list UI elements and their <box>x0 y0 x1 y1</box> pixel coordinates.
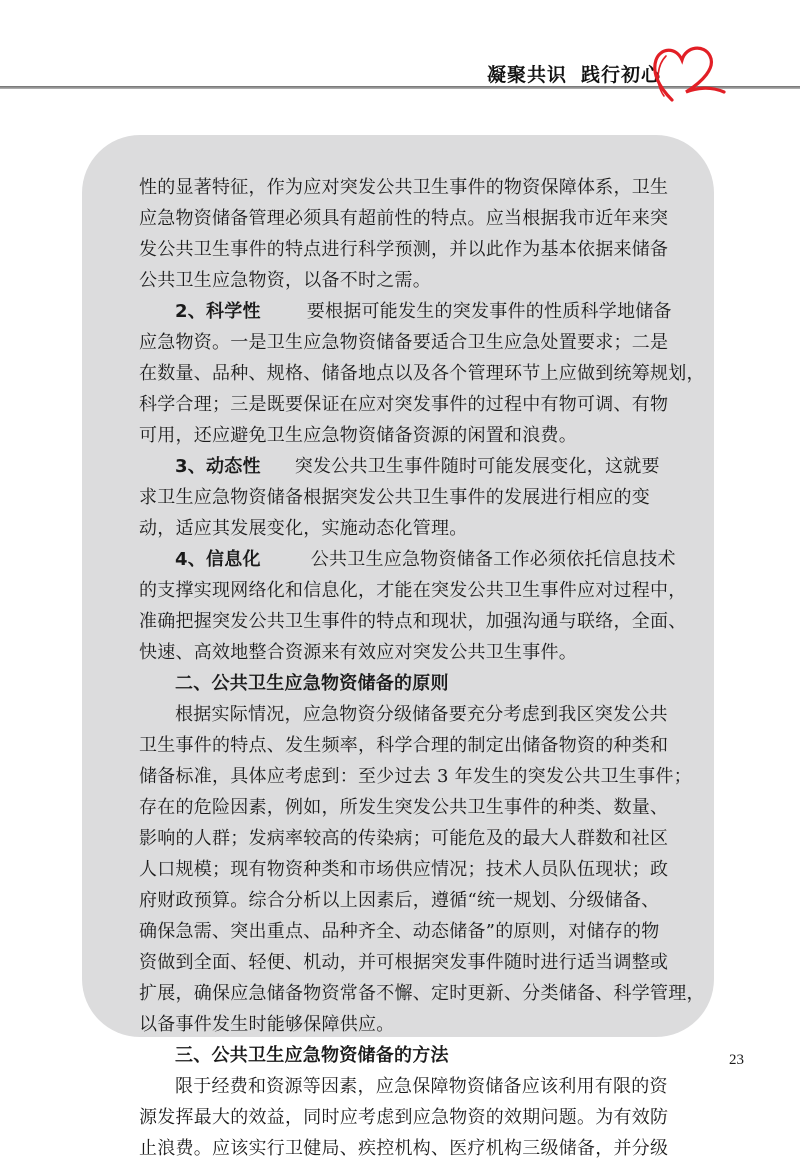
paragraph-line: 根据实际情况，应急物资分级储备要充分考虑到我区突发公共 <box>175 704 668 725</box>
point-3-label: 3、动态性 <box>175 456 261 477</box>
paragraph-line: 确保急需、突出重点、品种齐全、动态储备”的原则，对储存的物 <box>139 921 660 942</box>
paragraph-line: 可用，还应避免卫生应急物资储备资源的闲置和浪费。 <box>139 425 577 446</box>
paragraph-line: 应急物资。一是卫生应急物资储备要适合卫生应急处置要求；二是 <box>139 332 669 353</box>
paragraph-line: 在数量、品种、规格、储备地点以及各个管理环节上应做到统筹规划， <box>139 363 705 384</box>
point-4-line <box>139 544 676 575</box>
paragraph-line: 储备标准，具体应考虑到：至少过去 3 年发生的突发公共卫生事件； <box>139 766 692 787</box>
paragraph-line: 快速、高效地整合资源来有效应对突发公共卫生事件。 <box>139 642 577 663</box>
paragraph-line: 资做到全面、轻便、机动，并可根据突发事件随时进行适当调整或 <box>139 952 669 973</box>
paragraph-line: 存在的危险因素，例如，所发生突发公共卫生事件的种类、数量、 <box>139 797 669 818</box>
heart-ribbon-icon <box>650 42 726 102</box>
point-4-label: 4、信息化 <box>175 549 261 570</box>
point-2-label: 2、科学性 <box>175 301 261 322</box>
paragraph-line: 性的显著特征，作为应对突发公共卫生事件的物资保障体系，卫生 <box>139 177 669 198</box>
section-3-title: 三、公共卫生应急物资储备的方法 <box>175 1045 449 1066</box>
page-number: 23 <box>729 1052 744 1068</box>
paragraph-line: 卫生事件的特点、发生频率，科学合理的制定出储备物资的种类和 <box>139 735 669 756</box>
paragraph-line: 以备事件发生时能够保障供应。 <box>139 1014 395 1035</box>
header-title-part1: 凝聚共识 <box>487 64 568 86</box>
paragraph-line: 公共卫生应急物资，以备不时之需。 <box>139 270 431 291</box>
paragraph-line: 人口规模；现有物资种类和市场供应情况；技术人员队伍现状；政 <box>139 859 669 880</box>
point-3-line <box>139 451 659 482</box>
paragraph-line: 发公共卫生事件的特点进行科学预测，并以此作为基本依据来储备 <box>139 239 669 260</box>
paragraph-line: 求卫生应急物资储备根据突发公共卫生事件的发展进行相应的变 <box>139 487 650 508</box>
paragraph-line: 科学合理；三是既要保证在应对突发事件的过程中有物可调、有物 <box>139 394 669 415</box>
paragraph-line: 的支撑实现网络化和信息化，才能在突发公共卫生事件应对过程中， <box>139 580 687 601</box>
section-2-title: 二、公共卫生应急物资储备的原则 <box>175 673 449 694</box>
paragraph-line: 影响的人群；发病率较高的传染病；可能危及的最大人群数和社区 <box>139 828 669 849</box>
running-header-title <box>487 60 661 87</box>
paragraph-line: 限于经费和资源等因素，应急保障物资储备应该利用有限的资 <box>175 1076 668 1097</box>
paragraph-line: 源发挥最大的效益，同时应考虑到应急物资的效期问题。为有效防 <box>139 1107 669 1128</box>
paragraph-line: 扩展，确保应急储备物资常备不懈、定时更新、分类储备、科学管理， <box>139 983 705 1004</box>
point-4-text: 公共卫生应急物资储备工作必须依托信息技术 <box>310 549 676 570</box>
body-text <box>139 172 705 1164</box>
point-2-line <box>139 296 672 327</box>
point-2-text: 要根据可能发生的突发事件的性质科学地储备 <box>306 301 672 322</box>
header-title-part2: 践行初心 <box>581 64 662 86</box>
point-3-text: 突发公共卫生事件随时可能发展变化，这就要 <box>294 456 660 477</box>
paragraph-line: 止浪费。应该实行卫健局、疾控机构、医疗机构三级储备，并分级 <box>139 1138 669 1159</box>
paragraph-line: 动，适应其发展变化，实施动态化管理。 <box>139 518 468 539</box>
paragraph-line: 府财政预算。综合分析以上因素后，遵循“统一规划、分级储备、 <box>139 890 660 911</box>
paragraph-line: 准确把握突发公共卫生事件的特点和现状，加强沟通与联络，全面、 <box>139 611 687 632</box>
paragraph-line: 应急物资储备管理必须具有超前性的特点。应当根据我市近年来突 <box>139 208 669 229</box>
